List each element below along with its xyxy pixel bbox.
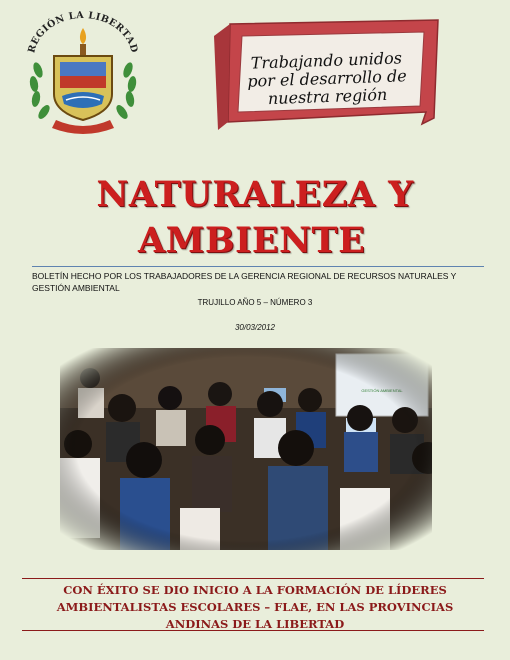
headline-rule-top bbox=[22, 578, 484, 579]
issue-number: TRUJILLO AÑO 5 – NÚMERO 3 bbox=[197, 298, 313, 307]
region-crest-logo bbox=[18, 8, 148, 138]
slogan-line: por el desarrollo de bbox=[247, 66, 407, 91]
slogan-text bbox=[221, 48, 433, 109]
title-line-2: AMBIENTE bbox=[138, 220, 366, 261]
headline: CON ÉXITO SE DIO INICIO A LA FORMACIÓN DE LÍDERES AMBIENTALISTAS ESCOLARES – FLAE, EN LAS PROVINCIAS ANDINAS DE LA LIBERTAD bbox=[56, 583, 454, 631]
bulletin-subtitle: BOLETÍN HECHO POR LOS TRABAJADORES DE LA GERENCIA REGIONAL DE RECURSOS NATURALES Y GESTIÓN AMBIENTAL bbox=[32, 271, 457, 293]
crest-text: REGIÓN LA LIBERTAD bbox=[26, 9, 140, 55]
title-divider bbox=[32, 266, 484, 267]
slogan-line: nuestra región bbox=[267, 84, 388, 109]
bulletin-title bbox=[0, 172, 510, 264]
headline-rule-bottom bbox=[22, 630, 484, 631]
classroom-photo bbox=[60, 348, 432, 550]
slogan-line: Trabajando unidos bbox=[250, 48, 403, 73]
title-line-1: NATURALEZA Y bbox=[96, 174, 414, 215]
issue-date: 30/03/2012 bbox=[234, 323, 276, 332]
